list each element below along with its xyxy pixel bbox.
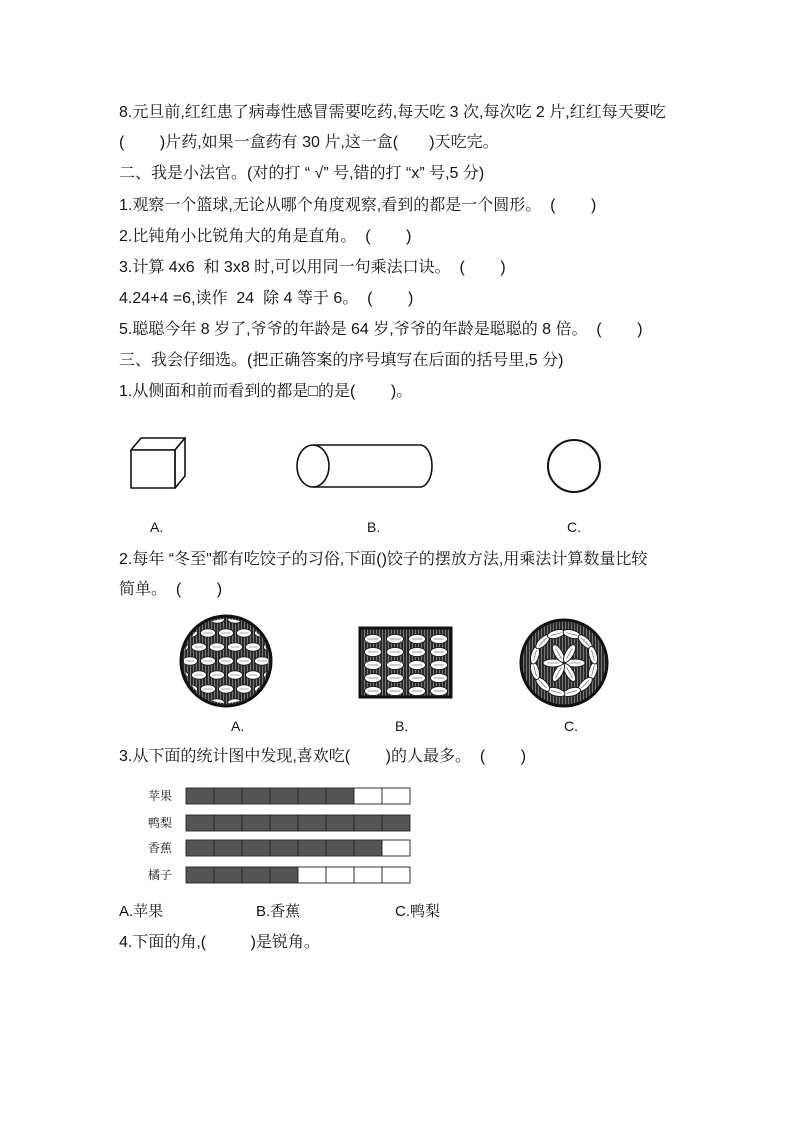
q3-option-c: C.鸭梨 xyxy=(395,903,441,920)
dumpling xyxy=(282,615,297,623)
cylinder-figure xyxy=(297,445,432,487)
dumpling xyxy=(365,673,382,682)
dumpling xyxy=(264,699,279,707)
dumpling xyxy=(210,643,225,651)
q3-option-a: A.苹果 xyxy=(119,903,164,920)
bar-cell-filled xyxy=(214,840,242,856)
dumpling xyxy=(246,671,261,679)
dumpling xyxy=(282,643,297,651)
judge-item-5: 5.聪聪今年 8 岁了,爷爷的年龄是 64 岁,爷爷的年龄是聪聪的 8 倍。 ( ) xyxy=(119,321,643,338)
bar-cell-filled xyxy=(354,840,382,856)
bar-cell-filled xyxy=(242,815,270,831)
choice-question-4: 4.下面的角,( )是锐角。 xyxy=(119,934,320,951)
chart-category-label: 橘子 xyxy=(148,868,173,882)
bar-cell-empty xyxy=(298,867,326,883)
dumpling xyxy=(219,629,234,637)
bar-cell-filled xyxy=(298,840,326,856)
bar-cell-filled xyxy=(242,788,270,804)
dumpling xyxy=(431,647,448,656)
dumpling xyxy=(282,699,297,707)
q1-option-b-label: B. xyxy=(367,519,381,535)
chart-category-label: 香蕉 xyxy=(148,841,173,855)
q3-option-b: B.香蕉 xyxy=(256,903,301,920)
dumpling xyxy=(165,685,180,693)
question-8-line-2: ( )片药,如果一盒药有 30 片,这一盒( )天吃完。 xyxy=(119,134,499,151)
dumpling xyxy=(282,671,297,679)
q1-option-c-label: C. xyxy=(567,519,581,535)
bar-cell-filled xyxy=(270,867,298,883)
bar-cell-filled xyxy=(326,840,354,856)
bar-cell-empty xyxy=(326,867,354,883)
judge-item-3: 3.计算 4x6 和 3x8 时,可以用同一句乘法口诀。 ( ) xyxy=(119,259,506,276)
dumpling xyxy=(165,629,180,637)
choice-question-1: 1.从侧面和前而看到的都是□的是( )。 xyxy=(119,383,413,400)
section-2-heading: 二、我是小法官。(对的打 “ √” 号,错的打 “x” 号,5 分) xyxy=(119,165,485,182)
dumpling xyxy=(201,657,216,665)
bar-chart xyxy=(186,788,410,883)
bar-cell-filled xyxy=(242,867,270,883)
dumpling xyxy=(201,629,216,637)
bar-cell-empty xyxy=(354,867,382,883)
circle-figure xyxy=(548,440,600,492)
bar-cell-filled xyxy=(186,867,214,883)
q2-option-b-label: B. xyxy=(395,718,409,734)
bar-cell-filled xyxy=(382,815,410,831)
chart-category-label: 苹果 xyxy=(148,789,173,803)
question-8-line-1: 8.元旦前,红红患了病毒性感冒需要吃药,每天吃 3 次,每次吃 2 片,红红每天要吃 xyxy=(119,104,666,121)
bar-row-2 xyxy=(186,815,410,831)
bar-cell-filled xyxy=(270,788,298,804)
dumpling xyxy=(237,629,252,637)
bar-row-3 xyxy=(186,840,410,856)
dumpling xyxy=(387,673,404,682)
dumpling xyxy=(273,685,288,693)
cube-figure xyxy=(131,438,185,488)
dumpling xyxy=(409,647,426,656)
dumpling xyxy=(431,673,448,682)
dumpling xyxy=(365,660,382,669)
choice-question-3: 3.从下面的统计图中发现,喜欢吃( )的人最多。 ( ) xyxy=(119,748,527,765)
judge-item-4: 4.24+4 =6,读作 24 除 4 等于 6。 ( ) xyxy=(119,290,414,307)
bar-cell-filled xyxy=(326,788,354,804)
dumpling xyxy=(183,657,198,665)
bar-cell-filled xyxy=(214,815,242,831)
dumpling-plate-c xyxy=(521,620,607,706)
q2-option-c-label: C. xyxy=(564,718,578,734)
dumpling xyxy=(210,671,225,679)
dumpling xyxy=(365,686,382,695)
dumpling xyxy=(174,615,189,623)
dumpling xyxy=(237,657,252,665)
q1-option-a-label: A. xyxy=(150,519,164,535)
bar-cell-empty xyxy=(382,788,410,804)
dumpling xyxy=(409,686,426,695)
bar-cell-filled xyxy=(186,840,214,856)
bar-cell-filled xyxy=(354,815,382,831)
bar-cell-empty xyxy=(382,867,410,883)
dumpling xyxy=(219,685,234,693)
dumpling xyxy=(246,643,261,651)
dumpling-plate-a xyxy=(165,615,297,707)
dumpling xyxy=(237,685,252,693)
bar-cell-filled xyxy=(214,788,242,804)
section-3-heading: 三、我会仔细选。(把正确答案的序号填写在后面的括号里,5 分) xyxy=(119,352,564,369)
dumpling xyxy=(409,673,426,682)
dumpling xyxy=(387,634,404,643)
dumpling xyxy=(219,657,234,665)
dumpling xyxy=(192,643,207,651)
bar-cell-filled xyxy=(298,788,326,804)
bar-cell-empty xyxy=(382,840,410,856)
dumpling xyxy=(192,671,207,679)
dumpling xyxy=(365,647,382,656)
dumpling xyxy=(409,660,426,669)
bar-cell-filled xyxy=(270,815,298,831)
dumpling xyxy=(264,615,279,623)
bar-row-1 xyxy=(186,788,410,804)
bar-cell-filled xyxy=(186,815,214,831)
chart-category-label: 鸭梨 xyxy=(148,816,173,830)
judge-item-2: 2.比钝角小比锐角大的角是直角。 ( ) xyxy=(119,228,412,245)
dumpling xyxy=(201,685,216,693)
bar-row-4 xyxy=(186,867,410,883)
dumpling xyxy=(228,643,243,651)
dumpling xyxy=(273,629,288,637)
bar-cell-filled xyxy=(326,815,354,831)
dumpling xyxy=(228,671,243,679)
dumpling xyxy=(431,686,448,695)
dumpling xyxy=(387,647,404,656)
q2-option-a-label: A. xyxy=(231,718,245,734)
bar-cell-filled xyxy=(298,815,326,831)
bar-cell-filled xyxy=(186,788,214,804)
judge-item-1: 1.观察一个篮球,无论从哪个角度观察,看到的都是一个圆形。 ( ) xyxy=(119,197,597,214)
dumpling xyxy=(165,657,180,665)
dumpling xyxy=(409,634,426,643)
dumpling xyxy=(174,699,189,707)
dumpling xyxy=(431,634,448,643)
bar-cell-filled xyxy=(270,840,298,856)
dumpling-plate-b xyxy=(360,628,451,697)
choice-question-2-line-1: 2.每年 “冬至"都有吃饺子的习俗,下面()饺子的摆放方法,用乘法计算数量比较 xyxy=(119,551,648,568)
dumpling xyxy=(387,660,404,669)
choice-question-2-line-2: 简单。 ( ) xyxy=(119,581,223,598)
dumpling xyxy=(431,660,448,669)
dumpling xyxy=(387,686,404,695)
bar-cell-filled xyxy=(242,840,270,856)
bar-cell-empty xyxy=(354,788,382,804)
dumpling xyxy=(365,634,382,643)
bar-cell-filled xyxy=(214,867,242,883)
dumpling xyxy=(255,657,270,665)
dumpling xyxy=(273,657,288,665)
